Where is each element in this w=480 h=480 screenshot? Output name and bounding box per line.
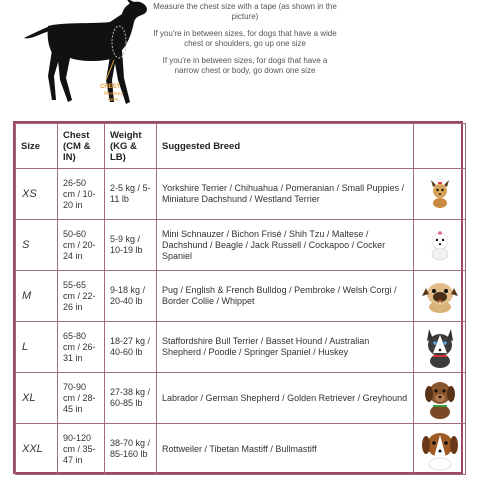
size-cell: L: [16, 322, 58, 373]
breed-cell: Rottweiler / Tibetan Mastiff / Bullmastiff: [157, 424, 414, 475]
instruction-measure: Measure the chest size with a tape (as shown in the picture): [153, 2, 337, 21]
husky-dog-icon: [414, 322, 466, 373]
chest-cell: 55-65 cm / 22-26 in: [58, 271, 105, 322]
breed-cell: Pug / English & French Bulldog / Pembroke / Welsh Corgi / Border Collie / Whippet: [157, 271, 414, 322]
size-chart-table: [13, 121, 463, 474]
header-chest: Chest (CM & IN): [58, 124, 105, 169]
chest-cell: 50-60 cm / 20-24 in: [58, 220, 105, 271]
weight-cell: 5-9 kg / 10-19 lb: [105, 220, 157, 271]
table-header-row: [16, 124, 466, 169]
breed-cell: Staffordshire Bull Terrier / Basset Hound / Australian Shepherd / Poodle / Springer Spaniel / Huskey: [157, 322, 414, 373]
table-row: [16, 373, 466, 424]
weight-cell: 27-38 kg / 60-85 lb: [105, 373, 157, 424]
dog-silhouette-figure: [22, 0, 152, 112]
chest-cell: 65-80 cm / 26-31 in: [58, 322, 105, 373]
size-cell: XL: [16, 373, 58, 424]
table-row: [16, 322, 466, 373]
breed-cell: Yorkshire Terrier / Chihuahua / Pomeranian / Small Puppies / Miniature Dachshund / Westland Terrier: [157, 169, 414, 220]
chest-cell: 90-120 cm / 35-47 in: [58, 424, 105, 475]
table-row: [16, 271, 466, 322]
pug-dog-icon: [414, 271, 466, 322]
dog-back-leg: [48, 50, 60, 100]
labrador-dog-icon: [414, 373, 466, 424]
dog-body: [48, 2, 147, 104]
instruction-size-up: If you're in between sizes, for dogs that have a wide chest or shoulders, go up one size: [153, 29, 337, 48]
chest-label: CHEST: [100, 84, 121, 90]
table-row: [16, 220, 466, 271]
breed-cell: Mini Schnauzer / Bichon Frisé / Shih Tzu / Maltese / Dachshund / Beagle / Jack Russell / Cockapoo / Cocker Spaniel: [157, 220, 414, 271]
header-section: [0, 0, 480, 118]
size-cell: XXL: [16, 424, 58, 475]
breed-cell: Labrador / German Shepherd / Golden Retriever / Greyhound: [157, 373, 414, 424]
chest-cell: 70-90 cm / 28-45 in: [58, 373, 105, 424]
weight-cell: 9-18 kg / 20-40 lb: [105, 271, 157, 322]
weight-cell: 38-70 kg / 85-160 lb: [105, 424, 157, 475]
weight-cell: 18-27 kg / 40-60 lb: [105, 322, 157, 373]
yorkie-dog-icon: [414, 169, 466, 220]
chest-sub-label: Measure: [104, 91, 124, 97]
size-cell: M: [16, 271, 58, 322]
size-cell: XS: [16, 169, 58, 220]
instruction-size-down: If you're in between sizes, for dogs that have a narrow chest or body, go down one size: [162, 56, 328, 75]
header-image: [414, 124, 466, 169]
header-weight: Weight (KG & LB): [105, 124, 157, 169]
size-cell: S: [16, 220, 58, 271]
table-row: [16, 169, 466, 220]
header-size: Size: [16, 124, 58, 169]
mastiff-dog-icon: [414, 424, 466, 475]
maltese-dog-icon: [414, 220, 466, 271]
chest-cell: 26-50 cm / 10-20 in: [58, 169, 105, 220]
weight-cell: 2-5 kg / 5-11 lb: [105, 169, 157, 220]
table-row: [16, 424, 466, 475]
chest-sub-label-2: here: [108, 97, 119, 103]
measurement-instructions: [152, 2, 338, 83]
header-breed: Suggested Breed: [157, 124, 414, 169]
